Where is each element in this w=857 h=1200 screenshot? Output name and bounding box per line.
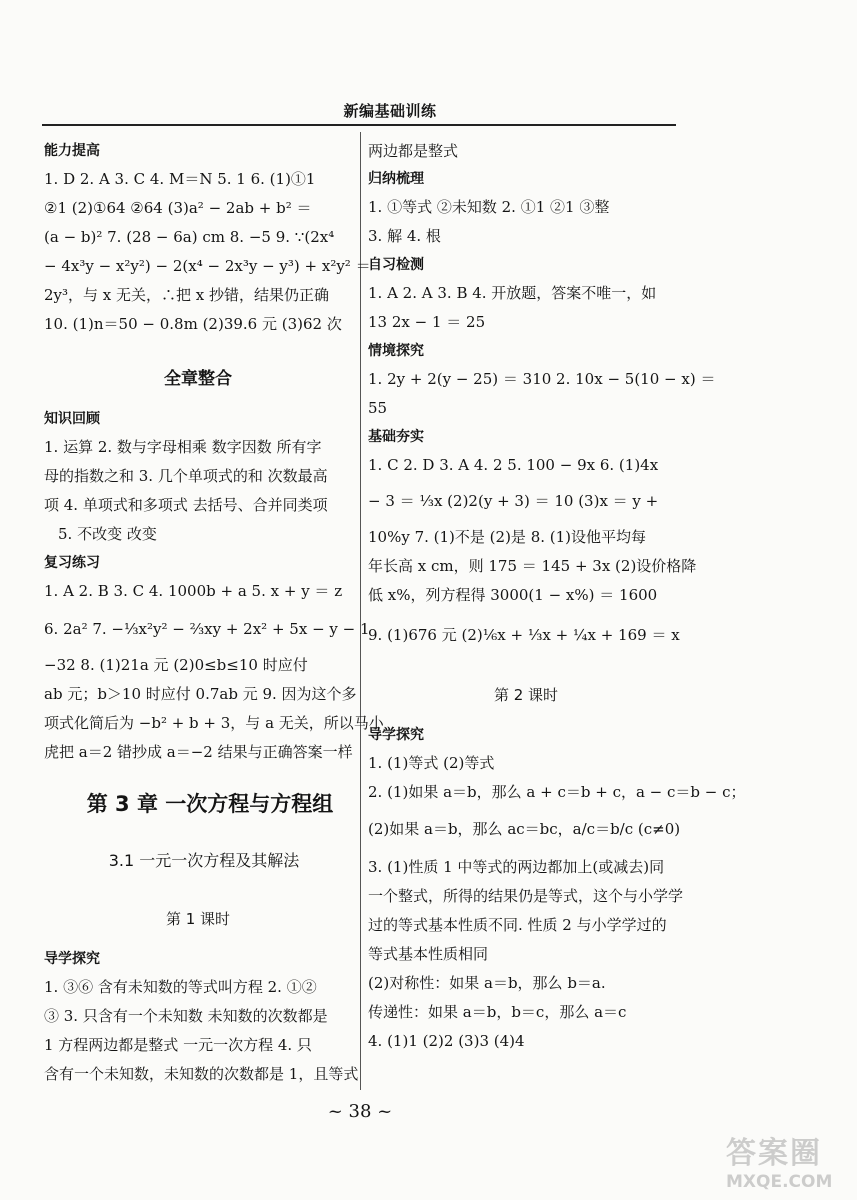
answer-line: 1. 运算 2. 数与字母相乘 数字因数 所有字 <box>44 438 322 456</box>
answer-line: 项式化简后为 −b² + b + 3，与 a 无关，所以马小 <box>44 714 384 732</box>
answer-line: 1. ①等式 ②未知数 2. ①1 ②1 ③整 <box>368 198 610 216</box>
answer-line: 过的等式基本性质不同. 性质 2 与小学学过的 <box>368 916 667 934</box>
section-title-guided-inquiry: 导学探究 <box>44 951 100 967</box>
answer-line: 一个整式，所得的结果仍是等式，这个与小学学 <box>368 887 684 905</box>
answer-line: 1 方程两边都是整式 一元一次方程 4. 只 <box>44 1036 312 1054</box>
answer-line: 1. (1)等式 (2)等式 <box>368 754 495 772</box>
answer-line: 2. (1)如果 a＝b，那么 a + c＝b + c，a − c＝b − c； <box>368 783 746 801</box>
answer-line: 1. C 2. D 3. A 4. 2 5. 100 − 9x 6. (1)4x <box>368 456 659 474</box>
answer-line: 1. D 2. A 3. C 4. M＝N 5. 1 6. (1)①1 <box>44 170 316 188</box>
answer-line: 传递性：如果 a＝b，b＝c，那么 a＝c <box>368 1003 627 1021</box>
answer-line: (2)对称性：如果 a＝b，那么 b＝a. <box>368 974 606 992</box>
answer-line: 1. ③⑥ 含有未知数的等式叫方程 2. ①② <box>44 978 317 996</box>
answer-line: 6. 2a² 7. −⅓x²y² − ⅔xy + 2x² + 5x − y − 1 <box>44 620 370 638</box>
answer-line: 等式基本性质相同 <box>368 945 489 963</box>
chapter-review-title: 全章整合 <box>164 369 232 389</box>
answer-line: 55 <box>368 399 388 417</box>
answer-line: − 4x³y − x²y²) − 2(x⁴ − 2x³y − y³) + x²y² ＝ <box>44 257 371 275</box>
answer-line: −32 8. (1)21a 元 (2)0≤b≤10 时应付 <box>44 656 308 674</box>
section-title-self-check: 自习检测 <box>368 257 424 273</box>
answer-line: 1. A 2. A 3. B 4. 开放题，答案不唯一，如 <box>368 284 657 302</box>
answer-line: 两边都是整式 <box>368 142 459 160</box>
answer-line: ab 元；b＞10 时应付 0.7ab 元 9. 因为这个多 <box>44 685 357 703</box>
section-title-situation-inquiry: 情境探究 <box>368 343 424 359</box>
chapter-title: 第 3 章 一次方程与方程组 <box>86 792 334 816</box>
section-title-summary: 归纳梳理 <box>368 171 424 187</box>
answer-line: 10. (1)n＝50 − 0.8m (2)39.6 元 (3)62 次 <box>44 315 342 333</box>
watermark-logo <box>726 1128 850 1192</box>
answer-line: 4. (1)1 (2)2 (3)3 (4)4 <box>368 1032 525 1050</box>
lesson-title-2: 第 2 课时 <box>493 686 559 704</box>
answer-line: 9. (1)676 元 (2)⅙x + ⅓x + ¼x + 169 ＝ x <box>368 626 680 644</box>
header-title: 新编基础训练 <box>343 102 437 120</box>
header-rule <box>42 124 676 126</box>
section-title-foundation: 基础夯实 <box>368 429 424 445</box>
answer-line: 1. 2y + 2(y − 25) ＝ 310 2. 10x − 5(10 − x) ＝ <box>368 370 716 388</box>
section-title-knowledge-review: 知识回顾 <box>44 411 100 427</box>
watermark-logo-text: 答案圈 <box>726 1136 822 1171</box>
answer-line: 3. (1)性质 1 中等式的两边都加上(或减去)同 <box>368 858 665 876</box>
watermark-url: MXQE.COM <box>726 1172 833 1192</box>
answer-line: (a − b)² 7. (28 − 6a) cm 8. −5 9. ∵(2x⁴ <box>44 228 335 246</box>
answer-line: (2)如果 a＝b，那么 ac＝bc，a/c＝b/c (c≠0) <box>368 820 681 838</box>
answer-line: 项 4. 单项式和多项式 去括号、合并同类项 <box>44 496 328 514</box>
section-title-review-practice: 复习练习 <box>44 555 100 571</box>
answer-line: 10%y 7. (1)不是 (2)是 8. (1)设他平均每 <box>368 528 647 546</box>
section-title-ability: 能力提高 <box>44 143 100 159</box>
section-title-guided-inquiry-2: 导学探究 <box>368 727 424 743</box>
section-title-3-1: 3.1 一元一次方程及其解法 <box>108 851 300 870</box>
answer-line: 3. 解 4. 根 <box>368 227 441 245</box>
answer-line: 虎把 a＝2 错抄成 a＝−2 结果与正确答案一样 <box>44 743 353 761</box>
answer-line: 年长高 x cm，则 175 ＝ 145 + 3x (2)设价格降 <box>368 557 697 575</box>
page-number: ~ 38 ~ <box>327 1101 393 1122</box>
answer-line: 低 x%，列方程得 3000(1 − x%) ＝ 1600 <box>368 586 658 604</box>
answer-line: − 3 ＝ ⅓x (2)2(y + 3) ＝ 10 (3)x ＝ y + <box>368 492 659 510</box>
answer-line: ②1 (2)①64 ②64 (3)a² − 2ab + b² ＝ <box>44 199 312 217</box>
answer-line: 13 2x − 1 ＝ 25 <box>368 313 486 331</box>
answer-line: 母的指数之和 3. 几个单项式的和 次数最高 <box>44 467 328 485</box>
answer-line: ③ 3. 只含有一个未知数 未知数的次数都是 <box>44 1007 328 1025</box>
answer-line: 1. A 2. B 3. C 4. 1000b + a 5. x + y ＝ z <box>44 582 343 600</box>
answer-line: 5. 不改变 改变 <box>58 525 157 543</box>
answer-line: 含有一个未知数，未知数的次数都是 1，且等式 <box>44 1065 359 1083</box>
lesson-title-1: 第 1 课时 <box>165 910 231 928</box>
answer-line: 2y³，与 x 无关，∴把 x 抄错，结果仍正确 <box>44 286 330 304</box>
